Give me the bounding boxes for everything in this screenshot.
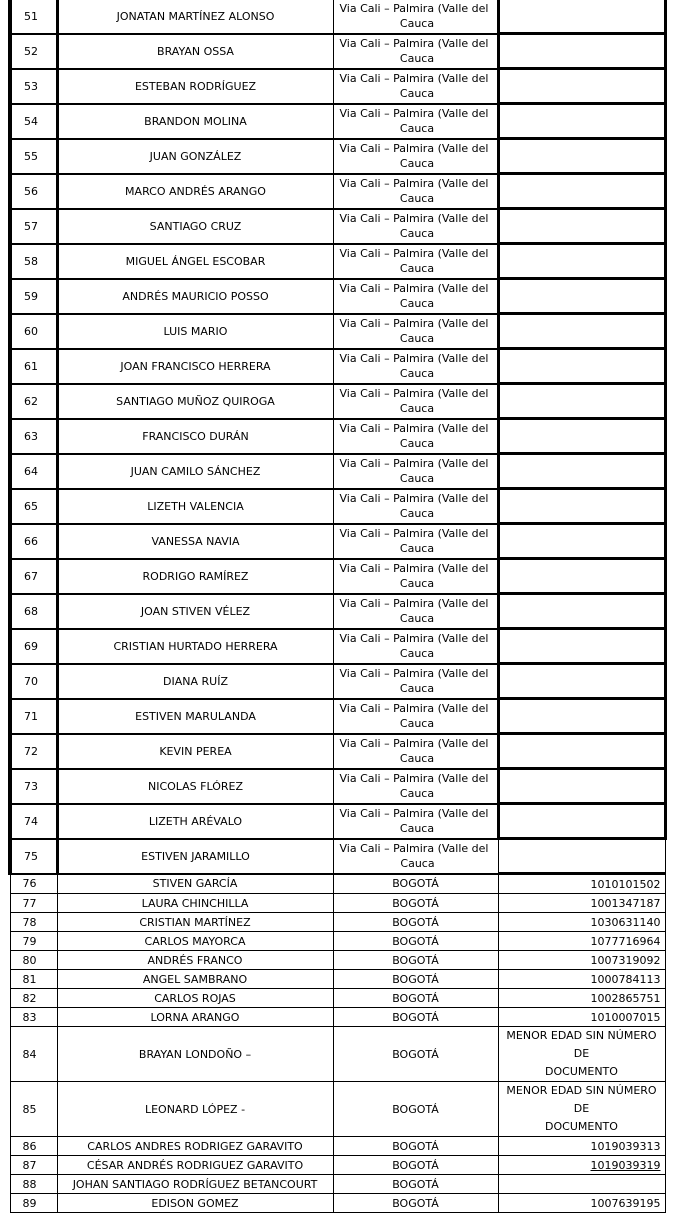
- document-number-text: 1019039319: [590, 1158, 661, 1172]
- row-number: 57: [10, 209, 57, 244]
- row-number: 85: [10, 1082, 57, 1137]
- location-cell: [333, 419, 498, 454]
- person-name: LIZETH VALENCIA: [57, 489, 333, 524]
- person-name: ANDRÉS FRANCO: [57, 951, 333, 970]
- location-cell: [333, 664, 498, 699]
- document-number-text: 1030631140: [590, 915, 661, 929]
- document-note: [498, 1027, 665, 1082]
- location-line-1: Via Cali – Palmira (Valle del: [339, 527, 489, 540]
- location-line-1: Via Cali – Palmira (Valle del: [339, 177, 489, 190]
- location-line-2: Cauca: [399, 227, 435, 240]
- document-number-text: 1077716964: [590, 934, 661, 948]
- person-name: JOAN STIVEN VÉLEZ: [57, 594, 333, 629]
- document-note: [498, 1082, 665, 1137]
- person-name: LORNA ARANGO: [57, 1008, 333, 1027]
- document-number: [498, 384, 665, 419]
- location-line-1: Via Cali – Palmira (Valle del: [339, 387, 489, 400]
- location-cell: [333, 839, 498, 874]
- document-number: [498, 594, 665, 629]
- row-number: 70: [10, 664, 57, 699]
- person-name: DIANA RUÍZ: [57, 664, 333, 699]
- document-number: [498, 34, 665, 69]
- document-number: [498, 1156, 665, 1175]
- location-line-2: Cauca: [399, 752, 435, 765]
- location-line-2: Cauca: [399, 262, 435, 275]
- location-cell: [333, 384, 498, 419]
- location-line-1: Via Cali – Palmira (Valle del: [339, 37, 489, 50]
- document-number: [498, 839, 665, 874]
- document-number: [498, 174, 665, 209]
- location-line-1: Via Cali – Palmira (Valle del: [339, 562, 489, 575]
- document-number: [498, 734, 665, 769]
- location-line-1: Via Cali – Palmira (Valle del: [339, 247, 489, 260]
- table-row: [10, 279, 665, 314]
- person-name: RODRIGO RAMÍREZ: [57, 559, 333, 594]
- table-row: [10, 384, 665, 419]
- location-line-2: Cauca: [399, 87, 435, 100]
- location-line-1: Via Cali – Palmira (Valle del: [339, 702, 489, 715]
- person-name: JONATAN MARTÍNEZ ALONSO: [57, 0, 333, 34]
- row-number: 59: [10, 279, 57, 314]
- person-name: BRAYAN LONDOÑO –: [57, 1027, 333, 1082]
- location-line-1: Via Cali – Palmira (Valle del: [339, 352, 489, 365]
- person-name: ANGEL SAMBRANO: [57, 970, 333, 989]
- document-number: [498, 664, 665, 699]
- document-number: [498, 559, 665, 594]
- location-cell: [333, 559, 498, 594]
- table-row: [10, 839, 665, 874]
- location-cell: BOGOTÁ: [333, 932, 498, 951]
- person-name: ANDRÉS MAURICIO POSSO: [57, 279, 333, 314]
- document-number: [498, 314, 665, 349]
- row-number: 77: [10, 894, 57, 913]
- person-name: ESTIVEN MARULANDA: [57, 699, 333, 734]
- row-number: 71: [10, 699, 57, 734]
- location-cell: [333, 244, 498, 279]
- table-row: [10, 559, 665, 594]
- location-cell: [333, 34, 498, 69]
- people-table: [8, 0, 667, 1213]
- location-cell: BOGOTÁ: [333, 1156, 498, 1175]
- document-number: [498, 769, 665, 804]
- row-number: 74: [10, 804, 57, 839]
- document-number: [498, 932, 665, 951]
- location-line-2: Cauca: [399, 402, 435, 415]
- document-number: [498, 524, 665, 559]
- location-line-1: Via Cali – Palmira (Valle del: [339, 282, 489, 295]
- location-cell: [333, 594, 498, 629]
- person-name: LIZETH ARÉVALO: [57, 804, 333, 839]
- location-line-1: Via Cali – Palmira (Valle del: [339, 807, 489, 820]
- document-number: [498, 951, 665, 970]
- document-number: [498, 139, 665, 174]
- location-cell: BOGOTÁ: [333, 1082, 498, 1137]
- document-number: [498, 894, 665, 913]
- row-number: 82: [10, 989, 57, 1008]
- location-line-1: Via Cali – Palmira (Valle del: [339, 317, 489, 330]
- document-number: [498, 1194, 665, 1213]
- table-row: [10, 174, 665, 209]
- location-line-2: Cauca: [399, 647, 435, 660]
- document-number-text: 1007319092: [590, 953, 661, 967]
- location-line-2: Cauca: [399, 297, 435, 310]
- location-cell: [333, 209, 498, 244]
- location-cell: [333, 279, 498, 314]
- location-cell: [333, 804, 498, 839]
- row-number: 61: [10, 349, 57, 384]
- location-line-1: Via Cali – Palmira (Valle del: [339, 632, 489, 645]
- table-row: [10, 524, 665, 559]
- person-name: CÉSAR ANDRÉS RODRIGUEZ GARAVITO: [57, 1156, 333, 1175]
- location-cell: [333, 174, 498, 209]
- location-line-1: Via Cali – Palmira (Valle del: [339, 107, 489, 120]
- document-number: [498, 209, 665, 244]
- people-table-body: [10, 0, 665, 1213]
- person-name: FRANCISCO DURÁN: [57, 419, 333, 454]
- table-row: [10, 932, 665, 951]
- person-name: CRISTIAN HURTADO HERRERA: [57, 629, 333, 664]
- location-cell: [333, 524, 498, 559]
- location-cell: BOGOTÁ: [333, 1175, 498, 1194]
- location-line-1: Via Cali – Palmira (Valle del: [339, 737, 489, 750]
- location-cell: [333, 454, 498, 489]
- table-row: [10, 0, 665, 34]
- person-name: STIVEN GARCÍA: [57, 874, 333, 894]
- document-note-line-1: MENOR EDAD SIN NÚMERO DE: [506, 1084, 657, 1115]
- location-line-1: Via Cali – Palmira (Valle del: [339, 772, 489, 785]
- table-row: [10, 951, 665, 970]
- document-number: [498, 279, 665, 314]
- person-name: ESTEBAN RODRÍGUEZ: [57, 69, 333, 104]
- table-row: [10, 894, 665, 913]
- document-number: [498, 629, 665, 664]
- document-number: [498, 69, 665, 104]
- row-number: 52: [10, 34, 57, 69]
- person-name: ESTIVEN JARAMILLO: [57, 839, 333, 874]
- table-row: [10, 1082, 665, 1137]
- document-number: [498, 419, 665, 454]
- row-number: 56: [10, 174, 57, 209]
- location-cell: [333, 314, 498, 349]
- document-number: [498, 699, 665, 734]
- document-number: [498, 489, 665, 524]
- row-number: 55: [10, 139, 57, 174]
- row-number: 62: [10, 384, 57, 419]
- location-cell: BOGOTÁ: [333, 874, 498, 894]
- document-number-text: 1019039313: [590, 1139, 661, 1153]
- location-cell: BOGOTÁ: [333, 894, 498, 913]
- location-cell: [333, 629, 498, 664]
- row-number: 79: [10, 932, 57, 951]
- person-name: LEONARD LÓPEZ -: [57, 1082, 333, 1137]
- document-number: [498, 874, 665, 894]
- location-line-2: Cauca: [399, 472, 435, 485]
- location-line-1: Via Cali – Palmira (Valle del: [339, 597, 489, 610]
- location-cell: BOGOTÁ: [333, 1137, 498, 1156]
- location-line-1: Via Cali – Palmira (Valle del: [339, 212, 489, 225]
- person-name: JUAN CAMILO SÁNCHEZ: [57, 454, 333, 489]
- location-line-2: Cauca: [399, 507, 435, 520]
- document-note-line-2: DOCUMENTO: [545, 1120, 618, 1133]
- row-number: 83: [10, 1008, 57, 1027]
- row-number: 73: [10, 769, 57, 804]
- person-name: LAURA CHINCHILLA: [57, 894, 333, 913]
- document-number: [498, 1137, 665, 1156]
- person-name: BRAYAN OSSA: [57, 34, 333, 69]
- location-line-2: Cauca: [399, 822, 435, 835]
- table-row: [10, 1027, 665, 1082]
- row-number: 68: [10, 594, 57, 629]
- table-row: [10, 104, 665, 139]
- row-number: 88: [10, 1175, 57, 1194]
- location-cell: BOGOTÁ: [333, 1008, 498, 1027]
- document-number-text: 1010101502: [590, 877, 661, 891]
- document-number: [498, 989, 665, 1008]
- location-line-1: Via Cali – Palmira (Valle del: [339, 142, 489, 155]
- location-cell: [333, 69, 498, 104]
- table-row: [10, 139, 665, 174]
- table-row: [10, 970, 665, 989]
- person-name: CRISTIAN MARTÍNEZ: [57, 913, 333, 932]
- location-line-1: Via Cali – Palmira (Valle del: [339, 667, 489, 680]
- row-number: 87: [10, 1156, 57, 1175]
- person-name: JOAN FRANCISCO HERRERA: [57, 349, 333, 384]
- location-line-2: Cauca: [399, 577, 435, 590]
- person-name: JOHAN SANTIAGO RODRÍGUEZ BETANCOURT: [57, 1175, 333, 1194]
- location-line-2: Cauca: [399, 52, 435, 65]
- location-cell: [333, 139, 498, 174]
- location-cell: [333, 769, 498, 804]
- document-note-line-1: MENOR EDAD SIN NÚMERO DE: [506, 1029, 657, 1060]
- table-row: [10, 769, 665, 804]
- table-row: [10, 664, 665, 699]
- document-number: [498, 1175, 665, 1194]
- row-number: 76: [10, 874, 57, 894]
- table-row: [10, 34, 665, 69]
- document-number: [498, 104, 665, 139]
- table-row: [10, 244, 665, 279]
- location-line-2: Cauca: [399, 367, 435, 380]
- row-number: 66: [10, 524, 57, 559]
- row-number: 75: [10, 839, 57, 874]
- table-row: [10, 734, 665, 769]
- document-number: [498, 1008, 665, 1027]
- location-line-1: Via Cali – Palmira (Valle del: [339, 422, 489, 435]
- location-line-2: Cauca: [399, 787, 435, 800]
- document-number-text: 1001347187: [590, 896, 661, 910]
- person-name: SANTIAGO CRUZ: [57, 209, 333, 244]
- row-number: 64: [10, 454, 57, 489]
- location-cell: [333, 734, 498, 769]
- row-number: 65: [10, 489, 57, 524]
- person-name: VANESSA NAVIA: [57, 524, 333, 559]
- row-number: 69: [10, 629, 57, 664]
- row-number: 81: [10, 970, 57, 989]
- document-note-line-2: DOCUMENTO: [545, 1065, 618, 1078]
- table-row: [10, 1008, 665, 1027]
- location-cell: [333, 489, 498, 524]
- row-number: 89: [10, 1194, 57, 1213]
- document-number-text: 1010007015: [590, 1010, 661, 1024]
- table-row: [10, 209, 665, 244]
- table-row: [10, 989, 665, 1008]
- document-number: [498, 970, 665, 989]
- row-number: 67: [10, 559, 57, 594]
- table-row: [10, 1194, 665, 1213]
- location-line-2: Cauca: [399, 682, 435, 695]
- table-row: [10, 314, 665, 349]
- location-line-1: Via Cali – Palmira (Valle del: [339, 72, 489, 85]
- table-row: [10, 699, 665, 734]
- location-line-2: Cauca: [400, 857, 435, 870]
- person-name: NICOLAS FLÓREZ: [57, 769, 333, 804]
- row-number: 54: [10, 104, 57, 139]
- person-name: CARLOS MAYORCA: [57, 932, 333, 951]
- table-row: [10, 454, 665, 489]
- person-name: MARCO ANDRÉS ARANGO: [57, 174, 333, 209]
- location-line-1: Via Cali – Palmira (Valle del: [339, 2, 489, 15]
- document-number: [498, 0, 665, 34]
- location-cell: BOGOTÁ: [333, 989, 498, 1008]
- row-number: 80: [10, 951, 57, 970]
- location-line-2: Cauca: [399, 612, 435, 625]
- location-line-2: Cauca: [399, 332, 435, 345]
- document-number-text: 1007639195: [590, 1196, 661, 1210]
- location-cell: BOGOTÁ: [333, 951, 498, 970]
- document-number: [498, 913, 665, 932]
- location-cell: BOGOTÁ: [333, 1027, 498, 1082]
- row-number: 72: [10, 734, 57, 769]
- location-line-2: Cauca: [399, 717, 435, 730]
- row-number: 86: [10, 1137, 57, 1156]
- table-row: [10, 69, 665, 104]
- person-name: BRANDON MOLINA: [57, 104, 333, 139]
- document-number: [498, 349, 665, 384]
- row-number: 84: [10, 1027, 57, 1082]
- location-line-2: Cauca: [399, 157, 435, 170]
- row-number: 63: [10, 419, 57, 454]
- person-name: CARLOS ANDRES RODRIGEZ GARAVITO: [57, 1137, 333, 1156]
- table-row: [10, 629, 665, 664]
- row-number: 53: [10, 69, 57, 104]
- location-line-1: Via Cali – Palmira (Valle del: [339, 457, 489, 470]
- person-name: MIGUEL ÁNGEL ESCOBAR: [57, 244, 333, 279]
- table-row: [10, 913, 665, 932]
- row-number: 58: [10, 244, 57, 279]
- location-line-2: Cauca: [399, 17, 435, 30]
- location-cell: [333, 0, 498, 34]
- location-line-2: Cauca: [399, 542, 435, 555]
- document-number-text: 1000784113: [590, 972, 661, 986]
- person-name: JUAN GONZÁLEZ: [57, 139, 333, 174]
- location-cell: BOGOTÁ: [333, 970, 498, 989]
- row-number: 60: [10, 314, 57, 349]
- person-name: SANTIAGO MUÑOZ QUIROGA: [57, 384, 333, 419]
- location-cell: [333, 349, 498, 384]
- document-number: [498, 454, 665, 489]
- location-cell: BOGOTÁ: [333, 913, 498, 932]
- table-row: [10, 419, 665, 454]
- row-number: 51: [10, 0, 57, 34]
- row-number: 78: [10, 913, 57, 932]
- location-line-1: Via Cali – Palmira (Valle del: [339, 492, 489, 505]
- location-line-1: Via Cali – Palmira (Valle del: [339, 842, 489, 855]
- table-row: [10, 1175, 665, 1194]
- table-row: [10, 1137, 665, 1156]
- table-row: [10, 874, 665, 894]
- location-cell: [333, 699, 498, 734]
- document-number-text: 1002865751: [590, 991, 661, 1005]
- table-row: [10, 1156, 665, 1175]
- location-line-2: Cauca: [399, 192, 435, 205]
- location-line-2: Cauca: [399, 122, 435, 135]
- table-row: [10, 349, 665, 384]
- document-number: [498, 804, 665, 839]
- location-line-2: Cauca: [399, 437, 435, 450]
- location-cell: BOGOTÁ: [333, 1194, 498, 1213]
- person-name: KEVIN PEREA: [57, 734, 333, 769]
- table-row: [10, 489, 665, 524]
- table-row: [10, 594, 665, 629]
- document-number: [498, 244, 665, 279]
- person-name: LUIS MARIO: [57, 314, 333, 349]
- person-name: CARLOS ROJAS: [57, 989, 333, 1008]
- table-row: [10, 804, 665, 839]
- person-name: EDISON GOMEZ: [57, 1194, 333, 1213]
- location-cell: [333, 104, 498, 139]
